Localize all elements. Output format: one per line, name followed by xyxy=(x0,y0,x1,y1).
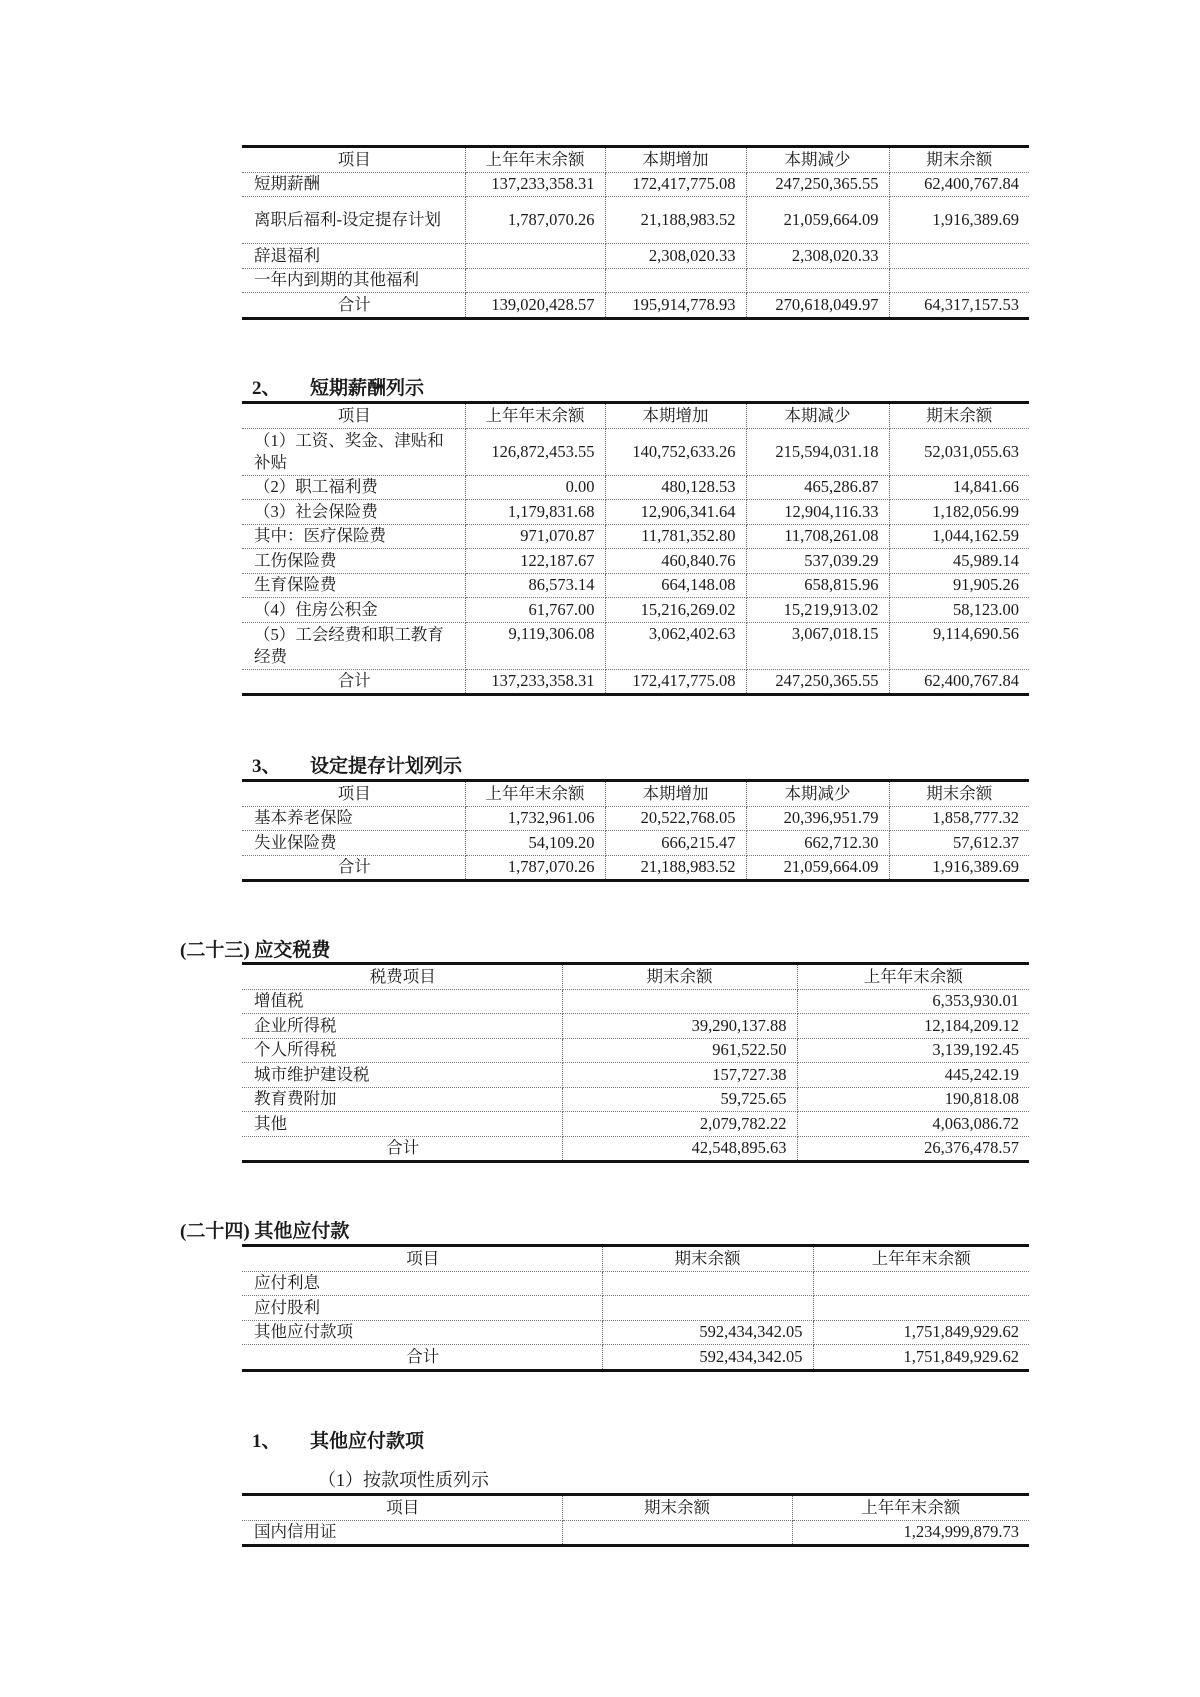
column-header: 本期增加 xyxy=(605,403,746,429)
table-row xyxy=(242,524,1029,549)
amount-cell: 215,594,031.18 xyxy=(746,428,889,475)
heading-number: 2、 xyxy=(252,378,281,399)
amount-cell: 9,114,690.56 xyxy=(889,622,1029,669)
column-header: 期末余额 xyxy=(889,403,1029,429)
amount-cell: 140,752,633.26 xyxy=(605,428,746,475)
short-term-pay-table xyxy=(242,401,1029,696)
column-header: 期末余额 xyxy=(562,964,797,990)
table-header-row xyxy=(242,403,1029,429)
row-label: 应付股利 xyxy=(242,1296,602,1321)
row-label: 个人所得税 xyxy=(242,1038,562,1063)
column-header: 上年年末余额 xyxy=(465,147,605,173)
amount-cell: 11,708,261.08 xyxy=(746,524,889,549)
table-row xyxy=(242,1087,1029,1112)
amount-cell: 247,250,365.55 xyxy=(746,669,889,695)
row-label: （3）社会保险费 xyxy=(242,500,465,525)
table-row xyxy=(242,1520,1029,1546)
amount-cell: 247,250,365.55 xyxy=(746,172,889,197)
table-row xyxy=(242,598,1029,623)
table-row xyxy=(242,1112,1029,1137)
heading-number: 1、 xyxy=(252,1431,281,1452)
amount-cell xyxy=(889,244,1029,269)
row-label: 企业所得税 xyxy=(242,1014,562,1039)
column-header: 项目 xyxy=(242,1246,602,1272)
row-label: （4）住房公积金 xyxy=(242,598,465,623)
table-row xyxy=(242,1014,1029,1039)
total-row xyxy=(242,293,1029,319)
table-row xyxy=(242,475,1029,500)
row-label: 工伤保险费 xyxy=(242,549,465,574)
amount-cell: 666,215.47 xyxy=(605,831,746,856)
amount-cell: 1,751,849,929.62 xyxy=(813,1345,1029,1371)
amount-cell: 21,059,664.09 xyxy=(746,855,889,881)
heading-text: 设定提存计划列示 xyxy=(310,756,463,777)
amount-cell: 2,079,782.22 xyxy=(562,1112,797,1137)
amount-cell: 172,417,775.08 xyxy=(605,172,746,197)
short-term-pay-section xyxy=(242,401,1029,696)
amount-cell xyxy=(602,1271,813,1296)
row-label: 其中：医疗保险费 xyxy=(242,524,465,549)
row-label: 基本养老保险 xyxy=(242,806,465,831)
column-header: 期末余额 xyxy=(562,1495,792,1521)
column-header: 项目 xyxy=(242,781,465,807)
defined-contribution-table xyxy=(242,779,1029,882)
amount-cell: 64,317,157.53 xyxy=(889,293,1029,319)
amount-cell xyxy=(813,1271,1029,1296)
amount-cell: 592,434,342.05 xyxy=(602,1320,813,1345)
row-label: 合计 xyxy=(242,669,465,695)
amount-cell: 195,914,778.93 xyxy=(605,293,746,319)
column-header: 上年年末余额 xyxy=(465,781,605,807)
amount-cell xyxy=(562,1520,792,1546)
amount-cell: 12,184,209.12 xyxy=(797,1014,1029,1039)
amount-cell: 1,751,849,929.62 xyxy=(813,1320,1029,1345)
amount-cell: 2,308,020.33 xyxy=(605,244,746,269)
table-header-row xyxy=(242,964,1029,990)
amount-cell: 3,067,018.15 xyxy=(746,622,889,669)
amount-cell: 270,618,049.97 xyxy=(746,293,889,319)
amount-cell xyxy=(465,268,605,293)
amount-cell xyxy=(605,268,746,293)
amount-cell: 15,219,913.02 xyxy=(746,598,889,623)
section-heading-short-term-pay xyxy=(252,373,424,400)
amount-cell: 3,139,192.45 xyxy=(797,1038,1029,1063)
table-header-row xyxy=(242,781,1029,807)
amount-cell: 1,858,777.32 xyxy=(889,806,1029,831)
column-header: 上年年末余额 xyxy=(813,1246,1029,1272)
taxes-payable-section xyxy=(242,962,1029,1163)
total-row xyxy=(242,1345,1029,1371)
row-label: （1）工资、奖金、津贴和补贴 xyxy=(242,428,465,475)
amount-cell: 460,840.76 xyxy=(605,549,746,574)
section-heading-other-payables xyxy=(180,1216,349,1243)
column-header: 上年年末余额 xyxy=(465,403,605,429)
amount-cell: 1,916,389.69 xyxy=(889,855,1029,881)
amount-cell: 14,841.66 xyxy=(889,475,1029,500)
amount-cell: 86,573.14 xyxy=(465,573,605,598)
other-payables-section xyxy=(242,1244,1029,1372)
amount-cell: 126,872,453.55 xyxy=(465,428,605,475)
amount-cell: 58,123.00 xyxy=(889,598,1029,623)
section-heading-taxes-payable xyxy=(180,935,330,962)
row-label: 国内信用证 xyxy=(242,1520,562,1546)
table-row xyxy=(242,244,1029,269)
row-label: 合计 xyxy=(242,855,465,881)
table-row xyxy=(242,1296,1029,1321)
amount-cell: 664,148.08 xyxy=(605,573,746,598)
amount-cell: 54,109.20 xyxy=(465,831,605,856)
amount-cell xyxy=(602,1296,813,1321)
amount-cell: 971,070.87 xyxy=(465,524,605,549)
amount-cell: 157,727.38 xyxy=(562,1063,797,1088)
column-header: 税费项目 xyxy=(242,964,562,990)
amount-cell: 1,182,056.99 xyxy=(889,500,1029,525)
amount-cell: 21,188,983.52 xyxy=(605,197,746,244)
amount-cell: 4,063,086.72 xyxy=(797,1112,1029,1137)
amount-cell: 0.00 xyxy=(465,475,605,500)
total-row xyxy=(242,1136,1029,1162)
amount-cell: 6,353,930.01 xyxy=(797,989,1029,1014)
heading-text: (二十四) 其他应付款 xyxy=(180,1221,350,1242)
row-label: 合计 xyxy=(242,1345,602,1371)
amount-cell: 20,522,768.05 xyxy=(605,806,746,831)
column-header: 上年年末余额 xyxy=(797,964,1029,990)
amount-cell: 139,020,428.57 xyxy=(465,293,605,319)
amount-cell: 21,188,983.52 xyxy=(605,855,746,881)
table-row xyxy=(242,806,1029,831)
table-row xyxy=(242,989,1029,1014)
amount-cell: 1,787,070.26 xyxy=(465,855,605,881)
amount-cell xyxy=(746,268,889,293)
amount-cell: 1,179,831.68 xyxy=(465,500,605,525)
amount-cell: 445,242.19 xyxy=(797,1063,1029,1088)
table-row xyxy=(242,1320,1029,1345)
amount-cell xyxy=(465,244,605,269)
amount-cell: 1,916,389.69 xyxy=(889,197,1029,244)
table-header-row xyxy=(242,147,1029,173)
amount-cell: 465,286.87 xyxy=(746,475,889,500)
column-header: 上年年末余额 xyxy=(792,1495,1029,1521)
table-row xyxy=(242,1038,1029,1063)
table-row xyxy=(242,428,1029,475)
section-heading-other-payable-items xyxy=(252,1426,424,1453)
row-label: 其他 xyxy=(242,1112,562,1137)
row-label: 合计 xyxy=(242,293,465,319)
table-row xyxy=(242,573,1029,598)
table-row xyxy=(242,268,1029,293)
amount-cell: 26,376,478.57 xyxy=(797,1136,1029,1162)
subheading-by-nature: （1）按款项性质列示 xyxy=(318,1470,489,1490)
total-row xyxy=(242,855,1029,881)
amount-cell: 61,767.00 xyxy=(465,598,605,623)
section-heading-defined-contribution xyxy=(252,751,462,778)
column-header: 项目 xyxy=(242,147,465,173)
amount-cell: 662,712.30 xyxy=(746,831,889,856)
column-header: 项目 xyxy=(242,403,465,429)
amount-cell: 1,044,162.59 xyxy=(889,524,1029,549)
amount-cell: 21,059,664.09 xyxy=(746,197,889,244)
row-label: 辞退福利 xyxy=(242,244,465,269)
amount-cell: 658,815.96 xyxy=(746,573,889,598)
amount-cell: 39,290,137.88 xyxy=(562,1014,797,1039)
table-row xyxy=(242,172,1029,197)
amount-cell: 537,039.29 xyxy=(746,549,889,574)
amount-cell xyxy=(562,989,797,1014)
amount-cell: 42,548,895.63 xyxy=(562,1136,797,1162)
table-row xyxy=(242,622,1029,669)
table-row xyxy=(242,500,1029,525)
row-label: 城市维护建设税 xyxy=(242,1063,562,1088)
amount-cell: 2,308,020.33 xyxy=(746,244,889,269)
amount-cell: 62,400,767.84 xyxy=(889,172,1029,197)
amount-cell: 3,062,402.63 xyxy=(605,622,746,669)
row-label: 增值税 xyxy=(242,989,562,1014)
amount-cell: 12,906,341.64 xyxy=(605,500,746,525)
amount-cell: 62,400,767.84 xyxy=(889,669,1029,695)
column-header: 本期增加 xyxy=(605,781,746,807)
row-label: 教育费附加 xyxy=(242,1087,562,1112)
column-header: 本期增加 xyxy=(605,147,746,173)
heading-text: 短期薪酬列示 xyxy=(310,378,425,399)
table-row xyxy=(242,831,1029,856)
amount-cell: 172,417,775.08 xyxy=(605,669,746,695)
table-row xyxy=(242,549,1029,574)
by-nature-table xyxy=(242,1493,1029,1547)
amount-cell: 91,905.26 xyxy=(889,573,1029,598)
table-header-row xyxy=(242,1495,1029,1521)
other-payables-table xyxy=(242,1244,1029,1372)
column-header: 期末余额 xyxy=(602,1246,813,1272)
amount-cell: 52,031,055.63 xyxy=(889,428,1029,475)
row-label: 生育保险费 xyxy=(242,573,465,598)
column-header: 本期减少 xyxy=(746,781,889,807)
amount-cell: 12,904,116.33 xyxy=(746,500,889,525)
column-header: 本期减少 xyxy=(746,147,889,173)
amount-cell xyxy=(813,1296,1029,1321)
row-label: 其他应付款项 xyxy=(242,1320,602,1345)
row-label: 一年内到期的其他福利 xyxy=(242,268,465,293)
amount-cell: 59,725.65 xyxy=(562,1087,797,1112)
row-label: 应付利息 xyxy=(242,1271,602,1296)
row-label: （2）职工福利费 xyxy=(242,475,465,500)
amount-cell: 11,781,352.80 xyxy=(605,524,746,549)
amount-cell: 137,233,358.31 xyxy=(465,172,605,197)
by-nature-section xyxy=(242,1493,1029,1547)
amount-cell: 9,119,306.08 xyxy=(465,622,605,669)
heading-text: (二十三) 应交税费 xyxy=(180,940,331,961)
column-header: 期末余额 xyxy=(889,781,1029,807)
amount-cell: 15,216,269.02 xyxy=(605,598,746,623)
column-header: 本期减少 xyxy=(746,403,889,429)
employee-benefits-table-section xyxy=(242,145,1029,320)
column-header: 项目 xyxy=(242,1495,562,1521)
row-label: （5）工会经费和职工教育经费 xyxy=(242,622,465,669)
employee-benefits-table xyxy=(242,145,1029,320)
heading-text: 其他应付款项 xyxy=(310,1431,425,1452)
row-label: 合计 xyxy=(242,1136,562,1162)
row-label: 离职后福利-设定提存计划 xyxy=(242,197,465,244)
amount-cell: 1,787,070.26 xyxy=(465,197,605,244)
taxes-payable-table xyxy=(242,962,1029,1163)
amount-cell: 1,234,999,879.73 xyxy=(792,1520,1029,1546)
heading-number: 3、 xyxy=(252,756,281,777)
table-header-row xyxy=(242,1246,1029,1272)
table-row xyxy=(242,1271,1029,1296)
table-row xyxy=(242,197,1029,244)
amount-cell: 122,187.67 xyxy=(465,549,605,574)
amount-cell: 961,522.50 xyxy=(562,1038,797,1063)
amount-cell: 137,233,358.31 xyxy=(465,669,605,695)
amount-cell: 57,612.37 xyxy=(889,831,1029,856)
amount-cell xyxy=(889,268,1029,293)
column-header: 期末余额 xyxy=(889,147,1029,173)
amount-cell: 480,128.53 xyxy=(605,475,746,500)
amount-cell: 45,989.14 xyxy=(889,549,1029,574)
row-label: 短期薪酬 xyxy=(242,172,465,197)
defined-contribution-section xyxy=(242,779,1029,882)
row-label: 失业保险费 xyxy=(242,831,465,856)
amount-cell: 20,396,951.79 xyxy=(746,806,889,831)
amount-cell: 190,818.08 xyxy=(797,1087,1029,1112)
amount-cell: 592,434,342.05 xyxy=(602,1345,813,1371)
amount-cell: 1,732,961.06 xyxy=(465,806,605,831)
total-row xyxy=(242,669,1029,695)
table-row xyxy=(242,1063,1029,1088)
